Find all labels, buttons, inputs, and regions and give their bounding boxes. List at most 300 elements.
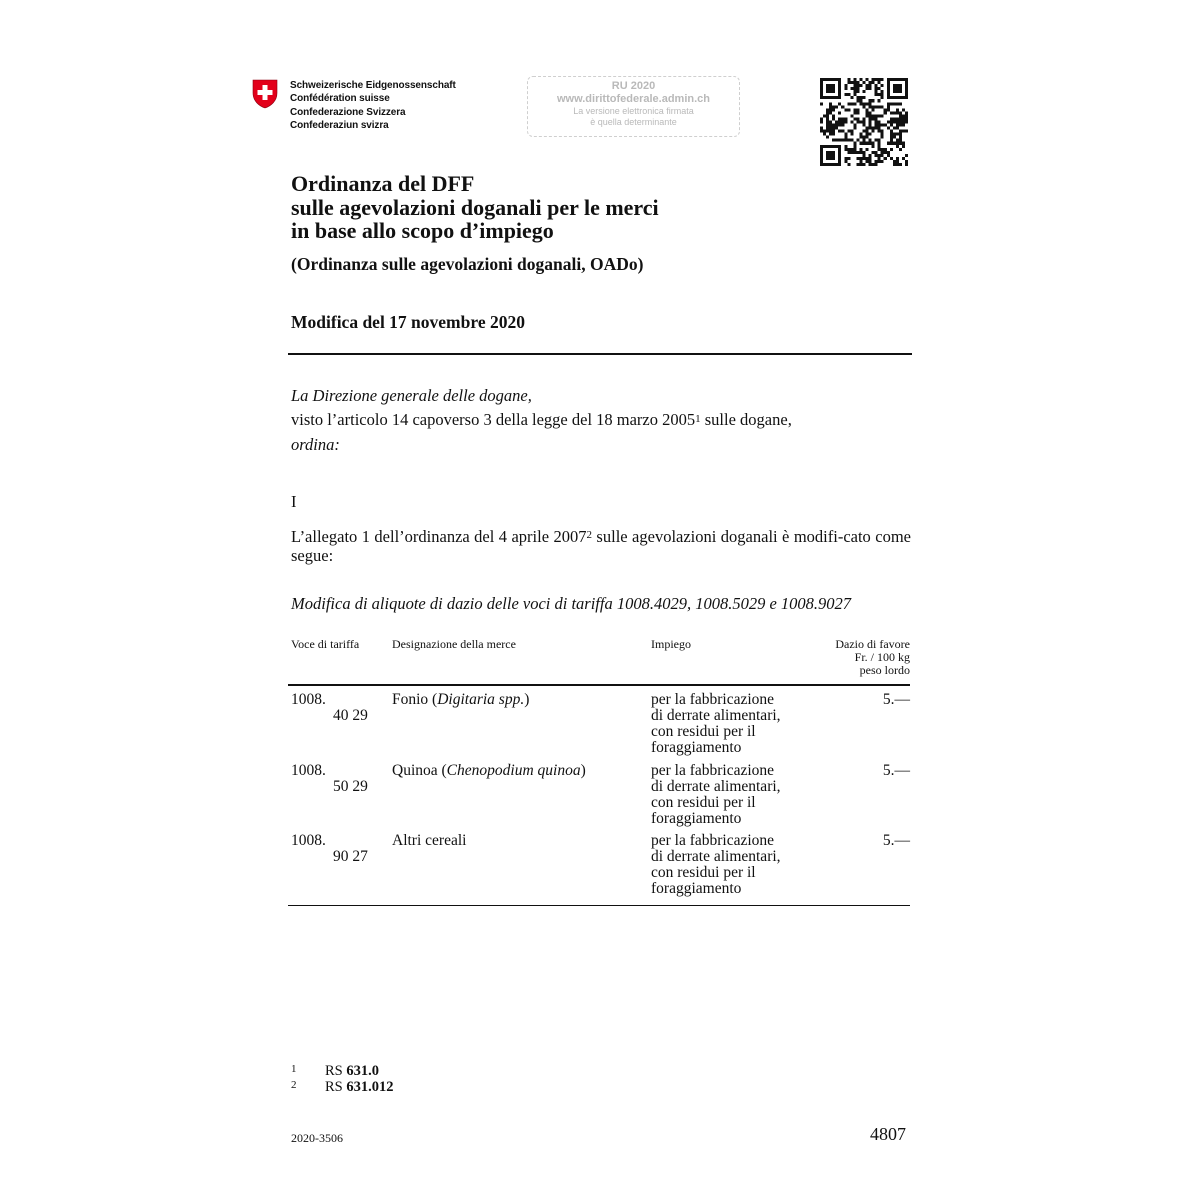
qr-module <box>896 133 899 136</box>
qr-module <box>872 145 875 148</box>
qr-module <box>878 93 881 96</box>
qr-module <box>850 81 853 84</box>
goods-scientific-name: Chenopodium quinoa <box>446 762 581 779</box>
qr-module <box>893 90 896 93</box>
column-header-goods: Designazione della merce <box>392 637 516 651</box>
qr-module <box>893 102 896 105</box>
section-number: I <box>291 492 297 511</box>
use-line: di derrate alimentari, <box>651 707 781 724</box>
qr-module <box>875 160 878 163</box>
qr-module <box>850 151 853 154</box>
footnote-ref[interactable]: 1 <box>695 413 701 425</box>
qr-module <box>826 84 829 87</box>
qr-module <box>847 163 850 166</box>
qr-module <box>859 78 862 81</box>
qr-module <box>856 96 859 99</box>
qr-module <box>890 117 893 120</box>
confederation-name-it: Confederazione Svizzera <box>290 106 406 118</box>
qr-module <box>905 160 908 163</box>
goods-text: Altri cereali <box>392 832 467 849</box>
qr-module <box>896 163 899 166</box>
qr-module <box>862 117 865 120</box>
qr-module <box>838 163 841 166</box>
qr-module <box>890 142 893 145</box>
qr-module <box>826 90 829 93</box>
qr-module <box>875 154 878 157</box>
qr-module <box>875 84 878 87</box>
qr-module <box>820 157 823 160</box>
qr-module <box>826 78 829 81</box>
qr-module <box>847 102 850 105</box>
qr-module <box>866 78 869 81</box>
goods-designation <box>392 833 466 849</box>
qr-module <box>884 111 887 114</box>
qr-module <box>847 130 850 133</box>
qr-module <box>850 130 853 133</box>
qr-module <box>899 87 902 90</box>
legal-basis <box>291 408 792 432</box>
goods-scientific-name: Digitaria spp. <box>437 691 525 708</box>
qr-module <box>896 160 899 163</box>
qr-module <box>832 87 835 90</box>
qr-module <box>890 102 893 105</box>
qr-module <box>875 163 878 166</box>
footnote-number: 2 <box>291 1079 297 1091</box>
qr-module <box>890 124 893 127</box>
qr-module <box>820 117 823 120</box>
qr-module <box>902 108 905 111</box>
qr-module <box>862 151 865 154</box>
qr-module <box>905 130 908 133</box>
qr-module <box>866 133 869 136</box>
qr-module <box>902 117 905 120</box>
qr-module <box>853 151 856 154</box>
qr-module <box>829 124 832 127</box>
qr-module <box>832 133 835 136</box>
qr-module <box>844 117 847 120</box>
qr-module <box>893 136 896 139</box>
paragraph-text: L’allegato 1 dell’ordinanza del 4 aprile 2007 <box>291 527 587 546</box>
qr-module <box>838 130 841 133</box>
stamp-url: www.dirittofederale.admin.ch <box>556 93 710 105</box>
qr-module <box>905 114 908 117</box>
qr-module <box>869 120 872 123</box>
qr-module <box>878 105 881 108</box>
confederation-name-de: Schweizerische Eidgenossenschaft <box>290 80 456 91</box>
qr-module <box>832 154 835 157</box>
qr-module <box>820 78 823 81</box>
qr-module <box>844 139 847 142</box>
qr-module <box>862 157 865 160</box>
qr-module <box>862 130 865 133</box>
qr-module <box>835 139 838 142</box>
qr-module <box>844 84 847 87</box>
use-line: con residui per il <box>651 794 756 811</box>
qr-module <box>859 163 862 166</box>
qr-module <box>875 90 878 93</box>
qr-module <box>853 93 856 96</box>
qr-module <box>862 124 865 127</box>
qr-module <box>826 157 829 160</box>
qr-module <box>835 127 838 130</box>
qr-module <box>893 84 896 87</box>
qr-module <box>841 130 844 133</box>
qr-module <box>826 130 829 133</box>
qr-module <box>835 145 838 148</box>
qr-module <box>872 105 875 108</box>
qr-module <box>896 96 899 99</box>
qr-module <box>887 120 890 123</box>
qr-module <box>832 127 835 130</box>
qr-module <box>838 93 841 96</box>
qr-module <box>826 108 829 111</box>
qr-module <box>862 142 865 145</box>
title-line: in base allo scopo d’impiego <box>291 218 554 243</box>
qr-module <box>866 127 869 130</box>
qr-module <box>866 108 869 111</box>
qr-module <box>899 120 902 123</box>
qr-module <box>820 160 823 163</box>
qr-module <box>850 120 853 123</box>
qr-module <box>838 157 841 160</box>
qr-module <box>820 145 823 148</box>
qr-module <box>820 154 823 157</box>
qr-module <box>872 114 875 117</box>
qr-module <box>853 145 856 148</box>
qr-module <box>823 130 826 133</box>
qr-module <box>856 84 859 87</box>
qr-module <box>875 127 878 130</box>
qr-module <box>869 160 872 163</box>
qr-module <box>869 111 872 114</box>
qr-module <box>869 81 872 84</box>
qr-module <box>896 142 899 145</box>
qr-module <box>896 124 899 127</box>
qr-module <box>823 114 826 117</box>
qr-module <box>820 87 823 90</box>
document-id: 2020-3506 <box>291 1131 343 1145</box>
duty-header-line: Dazio di favore <box>835 637 910 651</box>
qr-module <box>866 114 869 117</box>
qr-module <box>884 108 887 111</box>
use-line: foraggiamento <box>651 739 742 756</box>
duty-rate: 5.— <box>882 691 910 708</box>
qr-module <box>838 90 841 93</box>
qr-module <box>887 81 890 84</box>
qr-module <box>832 124 835 127</box>
qr-module <box>826 136 829 139</box>
qr-module <box>899 136 902 139</box>
qr-module <box>829 157 832 160</box>
qr-module <box>826 114 829 117</box>
qr-module <box>844 148 847 151</box>
qr-module <box>838 78 841 81</box>
qr-module <box>869 127 872 130</box>
stamp-note-2: è quella determinante <box>590 117 677 127</box>
qr-module <box>832 130 835 133</box>
qr-module <box>902 142 905 145</box>
use-line: di derrate alimentari, <box>651 848 781 865</box>
qr-module <box>878 124 881 127</box>
qr-module <box>881 133 884 136</box>
table-bottom-rule <box>288 905 910 906</box>
qr-module <box>820 90 823 93</box>
qr-module <box>841 124 844 127</box>
use-line: foraggiamento <box>651 810 742 827</box>
qr-module <box>866 87 869 90</box>
qr-module <box>905 154 908 157</box>
qr-module <box>832 139 835 142</box>
qr-module <box>878 87 881 90</box>
qr-module <box>826 117 829 120</box>
title-abbreviation: (Ordinanza sulle agevolazioni doganali, OADo) <box>291 254 644 274</box>
qr-module <box>893 111 896 114</box>
qr-module <box>856 117 859 120</box>
qr-module <box>899 84 902 87</box>
qr-module <box>820 151 823 154</box>
qr-module <box>829 120 832 123</box>
qr-module <box>887 96 890 99</box>
qr-module <box>862 90 865 93</box>
qr-module <box>862 154 865 157</box>
qr-module <box>878 130 881 133</box>
page-number: 4807 <box>870 1124 906 1144</box>
qr-module <box>866 84 869 87</box>
qr-module <box>841 117 844 120</box>
qr-module <box>881 105 884 108</box>
qr-module <box>869 124 872 127</box>
qr-module <box>899 163 902 166</box>
qr-module <box>853 84 856 87</box>
qr-module <box>875 93 878 96</box>
qr-module <box>872 108 875 111</box>
use-description <box>651 833 801 897</box>
qr-module <box>899 102 902 105</box>
qr-module <box>872 142 875 145</box>
qr-module <box>869 102 872 105</box>
qr-module <box>905 93 908 96</box>
qr-module <box>835 120 838 123</box>
goods-text: Fonio ( <box>392 691 438 708</box>
qr-module <box>835 96 838 99</box>
qr-module <box>887 151 890 154</box>
qr-module <box>905 87 908 90</box>
qr-module <box>899 133 902 136</box>
qr-module <box>823 163 826 166</box>
goods-text-end: ) <box>524 691 530 708</box>
qr-module <box>866 136 869 139</box>
qr-module <box>820 81 823 84</box>
qr-module <box>820 148 823 151</box>
qr-module <box>875 124 878 127</box>
use-line: per la fabbricazione <box>651 691 775 708</box>
qr-module <box>826 127 829 130</box>
qr-module <box>829 151 832 154</box>
qr-module <box>838 160 841 163</box>
qr-module <box>893 120 896 123</box>
qr-module <box>829 96 832 99</box>
qr-module <box>902 78 905 81</box>
qr-module <box>899 130 902 133</box>
qr-module <box>875 78 878 81</box>
use-line: di derrate alimentari, <box>651 778 781 795</box>
qr-module <box>890 139 893 142</box>
qr-module <box>820 120 823 123</box>
qr-module <box>881 136 884 139</box>
footnote-ref[interactable]: 2 <box>586 529 592 541</box>
qr-module <box>838 96 841 99</box>
duty-rate: 5.— <box>882 832 910 849</box>
qr-module <box>832 157 835 160</box>
qr-module <box>890 157 893 160</box>
qr-module <box>862 120 865 123</box>
qr-module <box>878 99 881 102</box>
qr-module <box>893 142 896 145</box>
use-line: con residui per il <box>651 864 756 881</box>
qr-module <box>826 145 829 148</box>
qr-module <box>856 111 859 114</box>
qr-module <box>896 111 899 114</box>
qr-module <box>859 133 862 136</box>
qr-module <box>878 120 881 123</box>
qr-module <box>887 154 890 157</box>
qr-module <box>862 96 865 99</box>
qr-module <box>878 142 881 145</box>
qr-module <box>847 139 850 142</box>
qr-module <box>838 120 841 123</box>
qr-module <box>902 120 905 123</box>
qr-module <box>893 127 896 130</box>
qr-module <box>832 96 835 99</box>
swiss-coat-of-arms-icon <box>252 79 278 109</box>
qr-module <box>884 148 887 151</box>
qr-module <box>899 142 902 145</box>
qr-module <box>893 78 896 81</box>
qr-module <box>853 78 856 81</box>
qr-module <box>881 124 884 127</box>
qr-module <box>862 105 865 108</box>
qr-module <box>850 148 853 151</box>
qr-module <box>884 151 887 154</box>
qr-module <box>856 108 859 111</box>
table-header-divider <box>288 684 910 686</box>
qr-module <box>853 148 856 151</box>
qr-module <box>832 151 835 154</box>
column-header-duty <box>790 638 910 677</box>
qr-module <box>896 102 899 105</box>
qr-module <box>832 117 835 120</box>
qr-module <box>896 117 899 120</box>
qr-module <box>835 105 838 108</box>
qr-module <box>853 124 856 127</box>
qr-module <box>875 105 878 108</box>
qr-module <box>844 120 847 123</box>
qr-module <box>890 78 893 81</box>
duty-rate: 5.— <box>882 762 910 779</box>
qr-module <box>823 96 826 99</box>
qr-module <box>838 139 841 142</box>
qr-module <box>872 81 875 84</box>
qr-module <box>872 130 875 133</box>
qr-module <box>853 90 856 93</box>
decree-formula: ordina: <box>291 435 340 454</box>
qr-module <box>905 90 908 93</box>
qr-module <box>820 93 823 96</box>
footnote-reference[interactable]: 631.0 <box>346 1063 379 1079</box>
qr-module <box>890 136 893 139</box>
qr-module <box>890 120 893 123</box>
qr-module <box>899 124 902 127</box>
qr-module <box>829 90 832 93</box>
qr-module <box>881 114 884 117</box>
qr-module <box>887 90 890 93</box>
document-title <box>291 172 659 243</box>
qr-module <box>826 124 829 127</box>
qr-module <box>850 102 853 105</box>
qr-module <box>829 108 832 111</box>
qr-module <box>869 154 872 157</box>
qr-module <box>893 163 896 166</box>
qr-module <box>829 111 832 114</box>
confederation-names <box>290 79 456 132</box>
qr-module <box>832 84 835 87</box>
qr-module <box>826 96 829 99</box>
qr-module <box>905 81 908 84</box>
qr-module <box>847 78 850 81</box>
qr-module <box>869 163 872 166</box>
issuing-authority: La Direzione generale delle dogane, <box>291 386 532 405</box>
qr-module <box>838 81 841 84</box>
qr-module <box>853 87 856 90</box>
qr-module <box>902 124 905 127</box>
qr-module <box>847 148 850 151</box>
qr-module <box>899 78 902 81</box>
qr-module <box>905 84 908 87</box>
qr-module <box>881 84 884 87</box>
qr-module <box>826 87 829 90</box>
footnote-text <box>325 1079 394 1096</box>
qr-module <box>881 160 884 163</box>
qr-module <box>820 130 823 133</box>
footnote-text <box>325 1063 379 1080</box>
qr-module <box>884 124 887 127</box>
qr-module <box>856 90 859 93</box>
qr-module <box>902 130 905 133</box>
qr-module <box>893 133 896 136</box>
qr-module <box>896 145 899 148</box>
qr-module <box>878 160 881 163</box>
qr-module <box>859 151 862 154</box>
qr-module <box>859 102 862 105</box>
qr-module <box>838 102 841 105</box>
qr-module <box>859 160 862 163</box>
tariff-heading: 1008. <box>291 832 326 849</box>
qr-module <box>844 136 847 139</box>
qr-module <box>902 114 905 117</box>
qr-module <box>853 142 856 145</box>
qr-module <box>859 84 862 87</box>
qr-module <box>878 127 881 130</box>
qr-module <box>869 105 872 108</box>
qr-module <box>887 78 890 81</box>
table-caption: Modifica di aliquote di dazio delle voci di tariffa 1008.4029, 1008.5029 e 1008.9027 <box>291 594 852 613</box>
qr-module <box>878 148 881 151</box>
use-description <box>651 692 801 756</box>
footnote-reference[interactable]: 631.012 <box>346 1079 394 1095</box>
qr-module <box>841 105 844 108</box>
qr-module <box>856 81 859 84</box>
qr-module <box>893 160 896 163</box>
